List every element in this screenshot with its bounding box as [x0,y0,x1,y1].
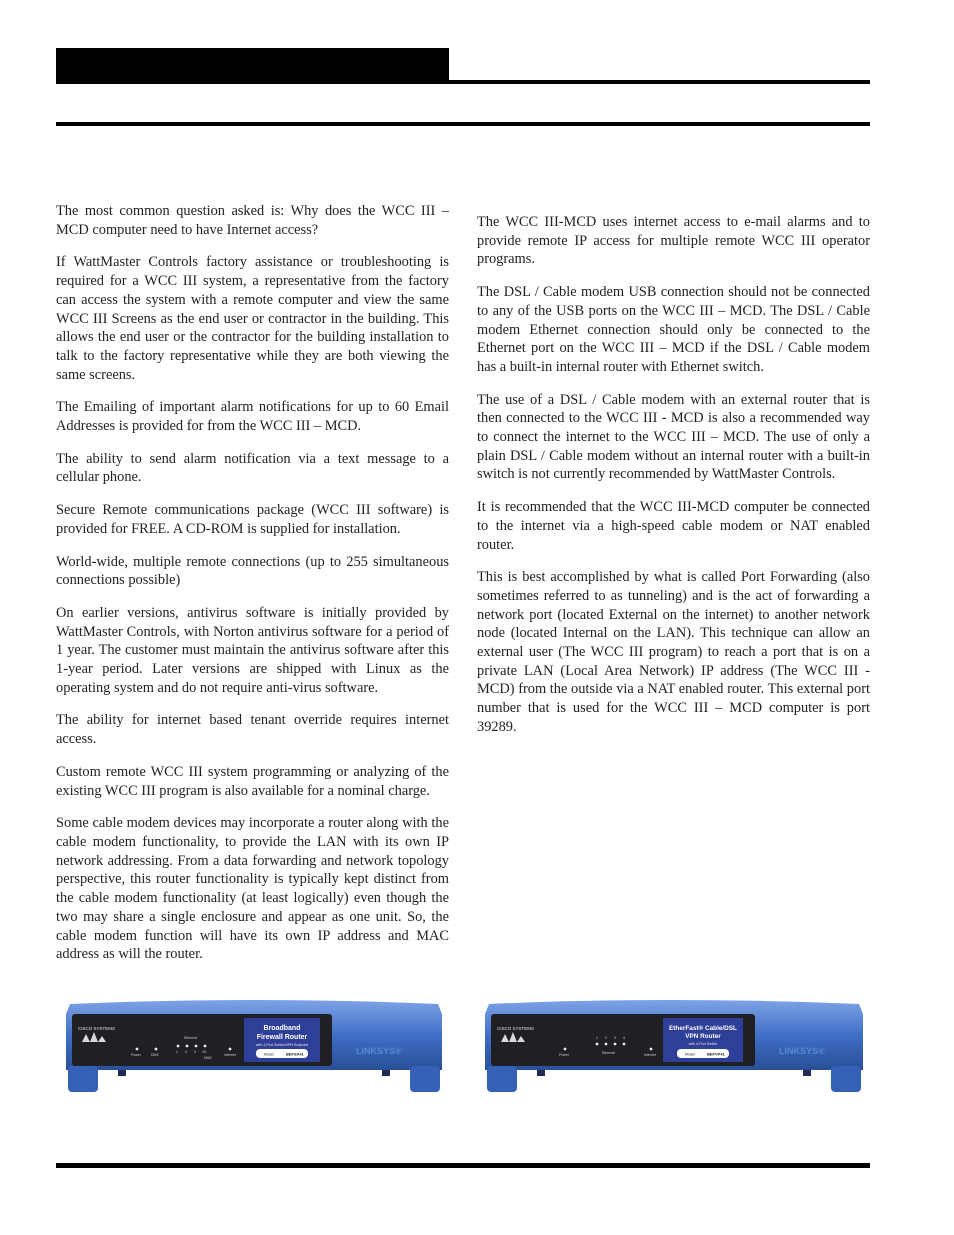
right-text-column [477,213,870,751]
right-paragraph-3: The use of a DSL / Cable modem with an external router that is then connected to the WCC III - MCD is also a recommended way to connect the internet to the WCC III – MCD. The use of only a plain DSL / Cable modem without an internal router with a built-in switch is not currently recommended by WattMaster Controls. [477,391,870,483]
router-right-linksys-logo: LINKSYS® [779,1046,825,1056]
header-rule-top [56,80,870,84]
router-firewall-drawing [64,996,444,1094]
router-left-model: BEFSX41 [286,1051,304,1057]
router-right-led-4: 4 [623,1036,625,1040]
router-left-ethernet-label: Ethernet [184,1036,198,1040]
left-paragraph-1: The most common question asked is: Why does the WCC III – MCD computer need to have Internet access? [56,203,449,238]
router-left-dmz-label: DMZ [204,1056,212,1060]
left-paragraph-4: The ability to send alarm notification via a text message to a cellular phone. [56,450,449,486]
right-paragraph-1: The WCC III-MCD uses internet access to e-mail alarms and to provide remote IP access for multiple remote WCC III operator programs. [477,214,870,268]
router-left-led-power: Power [131,1053,141,1057]
router-left-led-internet: Internet [224,1053,236,1057]
router-left-title-1: Broadband [263,1025,301,1032]
router-left-led-2: 2 [185,1050,187,1054]
router-left-title-2: Firewall Router [256,1034,308,1041]
router-right-led-3: 3 [614,1036,616,1040]
router-right-title-2: VPN Router [685,1033,721,1040]
left-paragraph-7: On earlier versions, antivirus software is initially provided by WattMaster Controls, with Norton antivirus software for a period of 1 year. The customer must maintain the antivirus software after this 1-year period. Later versions are shipped with Linux as the operating system and do not require anti-virus software. [56,604,449,696]
router-left-led-4: 4/1 [202,1050,207,1054]
router-right-led-1: 1 [596,1036,598,1040]
header-rule-bottom [56,122,870,126]
left-paragraph-6: World-wide, multiple remote connections (up to 255 simultaneous connections possible) [56,553,449,589]
router-right-led-internet: Internet [644,1053,656,1057]
right-paragraph-4: It is recommended that the WCC III-MCD computer be connected to the internet via a high-speed cable modem or NAT enabled router. [477,499,870,553]
left-paragraph-9: Custom remote WCC III system programming or analyzing of the existing WCC III program is also available for a nominal charge. [56,763,449,799]
router-vpn-drawing [483,996,865,1094]
right-paragraph-5: This is best accomplished by what is called Port Forwarding (also sometimes referred to as tunneling) and is the act of forwarding a network port (located External on the internet) to another network node (located Internal on the LAN). This technique can allow an external user (The WCC III program) to reach a port that is on a private LAN (Local Area Network) IP address (The WCC III - MCD) from the outside via a NAT enabled router. This external port number that is used for the WCC III – MCD computer is port 39289. [477,569,870,735]
router-image-vpn [483,996,865,1094]
router-right-title-1: EtherFast® Cable/DSL [669,1025,737,1032]
router-image-firewall [64,996,444,1094]
footer-rule [56,1163,870,1168]
router-right-brand: CISCO SYSTEMS [497,1026,535,1031]
left-paragraph-10: Some cable modem devices may incorporate a router along with the cable modem functionality, to provide the LAN with its own IP network addressing. From a data forwarding and network topology perspective, this router functionality is typically kept distinct from the cable modem functionality (at least logically) even though the two may share a single enclosure and appear as one unit. So, the cable modem function will have its own IP address and MAC address as will the router. [56,815,449,963]
left-paragraph-3: The Emailing of important alarm notifications for up to 60 Email Addresses is provided for from the WCC III – MCD. [56,399,449,435]
router-left-brand: CISCO SYSTEMS [78,1026,116,1031]
router-left-subtitle: with 4-Port Switch/VPN Endpoint [255,1043,309,1047]
left-paragraph-2: If WattMaster Controls factory assistance or troubleshooting is required for a WCC III system, a representative from the factory can access the system with a remote computer and view the same WCC III Screens as the end user or contractor in the building. This allows the end user or the contractor for the building installation to talk to the factory representative while they are both viewing the same screens. [56,254,449,383]
right-paragraph-2: The DSL / Cable modem USB connection should not be connected to any of the USB ports on the WCC III – MCD. The DSL / Cable modem Ethernet connection should only be connected to the Ethernet port on the WCC III – MCD if the DSL / Cable modem has a built-in internal router with Ethernet switch. [477,284,870,375]
router-left-led-3: 3 [194,1050,196,1054]
router-left-led-dmz: DMZ [151,1053,159,1057]
router-right-led-2: 2 [605,1036,607,1040]
left-paragraph-5: Secure Remote communications package (WCC III software) is provided for FREE. A CD-ROM is supplied for installation. [56,502,449,537]
router-right-ethernet-label: Ethernet [602,1051,616,1055]
router-left-model-label: Model [264,1052,274,1057]
router-right-model: BEFVP41 [707,1051,725,1057]
router-right-model-label: Model [685,1052,695,1057]
left-text-column [56,202,449,978]
left-paragraph-8: The ability for internet based tenant override requires internet access. [56,712,449,748]
router-left-led-1: 1 [176,1050,178,1054]
router-right-led-power: Power [559,1053,569,1057]
router-left-linksys-logo: LINKSYS® [356,1046,402,1056]
header-black-tab [56,48,449,82]
router-right-subtitle: with 4-Port Switch [688,1042,718,1046]
